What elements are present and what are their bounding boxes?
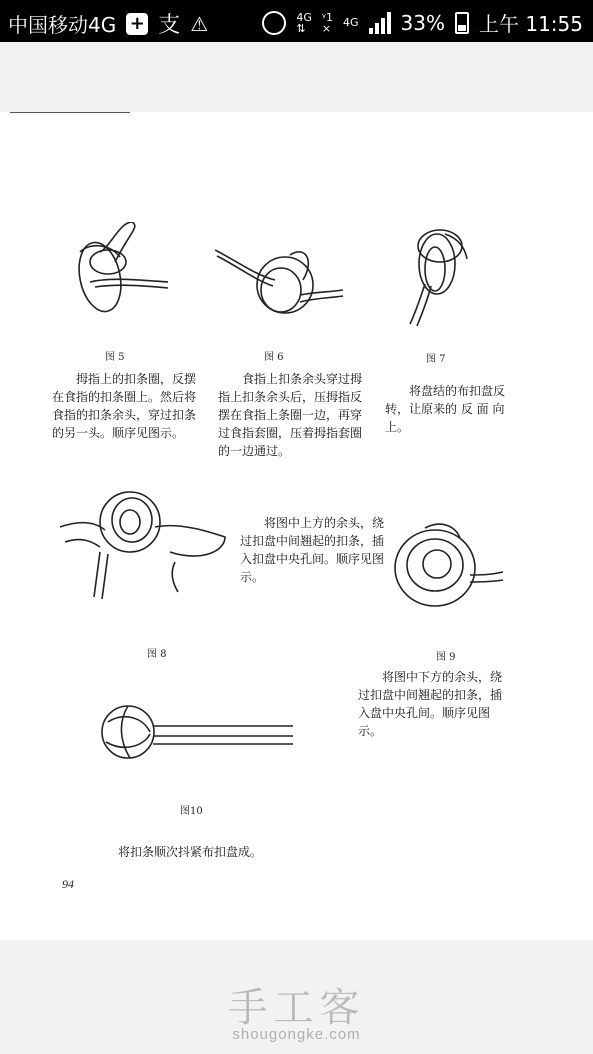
network-indicator-2: ᵞ1 × xyxy=(321,10,334,35)
figure-7-image xyxy=(405,224,475,329)
shougongke-logo: 手工客 xyxy=(227,985,366,1031)
scanned-page xyxy=(0,112,593,940)
figure-10-text: 将扣条顺次抖紧布扣盘成。 xyxy=(118,845,263,859)
figure-6-text: 食指上扣条余头穿过拇 指上扣条余头后，压拇指反 摆在食指上条圈一边，再穿 过食指套圈，压着拇指套圈 的一边通过。 xyxy=(218,372,363,458)
carrier-label: 中国移动4G xyxy=(8,13,117,37)
figure-7-label: 图 7 xyxy=(426,354,446,365)
network-indicator-1: 4G ⇅ xyxy=(296,10,312,35)
header-spacer xyxy=(0,42,593,112)
figure-7-text: 将盘结的布扣盘反 转，让原来的 反 面 向 上。 xyxy=(385,384,506,434)
clock-time: 上午 11:55 xyxy=(479,12,583,36)
signal-icon xyxy=(369,12,391,34)
figure-8-image xyxy=(60,482,230,602)
network-indicator-3: 4G xyxy=(343,16,359,29)
figure-9-image xyxy=(385,520,505,625)
figure-8-text: 将图中上方的余头，绕 过扣盘中间翘起的扣条，插 入扣盘中央孔间。顺序见图 示。 xyxy=(240,516,385,584)
figure-9-text: 将图中下方的余头，绕 过扣盘中间翘起的扣条，插 入盘中央孔间。顺序见图 示。 xyxy=(358,670,503,738)
status-bar xyxy=(0,0,593,42)
shougongke-url: shougongke.com xyxy=(232,1026,361,1043)
page-top-rule xyxy=(10,112,130,113)
figure-10-image xyxy=(98,692,298,772)
figure-5-label: 图 5 xyxy=(105,352,125,363)
figure-5-image xyxy=(70,222,170,332)
plus-icon: + xyxy=(126,13,148,35)
warning-icon: ⚠ xyxy=(190,11,209,36)
figure-10-label: 图10 xyxy=(180,806,203,817)
alipay-icon: 支 xyxy=(158,13,181,38)
page-number: 94 xyxy=(62,877,74,891)
figure-9-label: 图 9 xyxy=(436,652,456,663)
figure-6-label: 图 6 xyxy=(264,352,284,363)
battery-percent: 33% xyxy=(400,10,445,35)
alarm-icon xyxy=(262,11,286,35)
battery-icon xyxy=(455,12,469,34)
figure-6-image xyxy=(215,240,345,330)
figure-5-text: 拇指上的扣条圈，反摆 在食指的扣条圈上。然后将 食指的扣条余头，穿过扣条 的另一头。顺序见图示。 xyxy=(52,372,197,440)
figure-8-label: 图 8 xyxy=(147,649,167,660)
